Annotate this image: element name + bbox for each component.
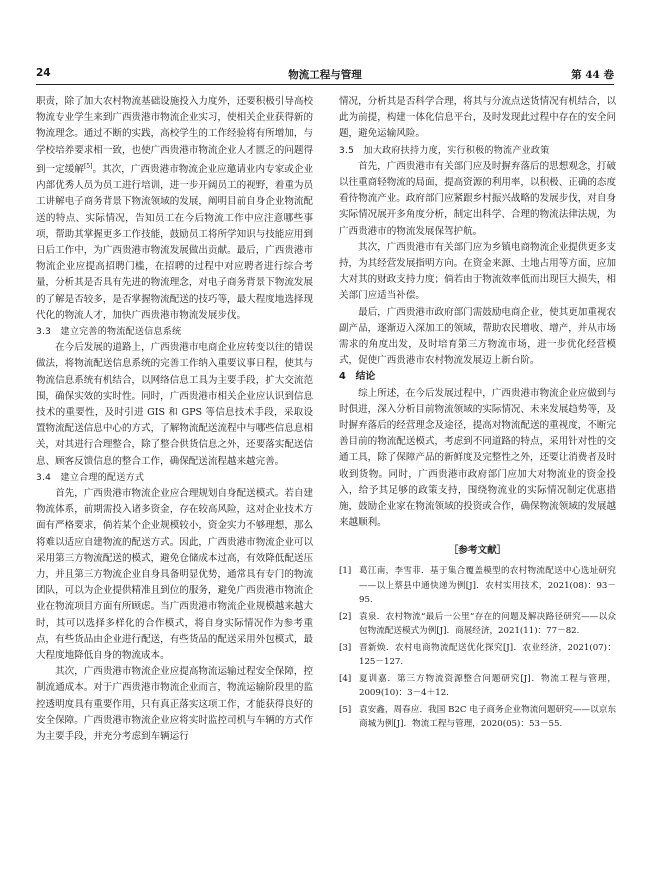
- section-heading-4: 4 结论: [339, 371, 376, 383]
- paragraph: 其次，广西贵港市有关部门应为乡镇电商物流企业提供更多支持，为其经营发展指明方向。在资金来源、土地占用等方面，应加大对其的财政支持力度；倘若由于物流效率低而出现巨大损失，相关部门应适当补偿。: [339, 241, 616, 302]
- reference-item: [2] 袁泉．农村物流“最后一公里”存在的问题及解决路径研究——以众包物流配送模式为例[J]．商展经济，2021(11)：77－82.: [339, 611, 616, 637]
- references-title: ［参考文献］: [448, 545, 507, 557]
- section-heading-3-3: 3.3 建立完善的物流配送信息系统: [36, 327, 182, 338]
- reference-item: [4] 夏训嘉．第三方物流资源整合问题研究[J]．物流工程与管理，2009(10)：3－4＋12.: [339, 673, 616, 699]
- page-number: 24: [36, 67, 51, 79]
- right-column: [339, 94, 616, 734]
- reference-list: [339, 564, 616, 732]
- reference-item: [1] 葛江南，李雪菲．基于集合覆盖模型的农村物流配送中心选址研究——以上蔡县中通快递为例[J]．农村实用技术，2021(08)：93－95.: [339, 566, 616, 606]
- paragraph: 首先，广西贵港市物流企业应合理规划自身配送模式。若自建物流体系，前期需投入诸多资金，存在较高风险，这对企业技术方面有严格要求，倘若某个企业规模较小，资金实力不够理想，那么将难以适应自建物流的配送方式。因此，广西贵港市物流企业可以采用第三方物流配送的模式，避免仓储成本过高，有效降低配送压力，并且第三方物流企业自身具备明显优势，通常具有专门的物流团队，可以为企业提供精准且到位的服务，避免广西贵港市物流企业在物流项目方面有所顾虑。当广西贵港市物流企业规模越来越大时，其可以选择多样化的合作模式，将自身实际情况作为参考重点，有些货品由企业进行配送，有些货品的配送采用外包模式，最大程度地降低自身的物流成本。: [36, 488, 313, 662]
- section-heading-3-5: 3.5 加大政府扶持力度，实行积极的物流产业政策: [339, 145, 550, 156]
- reference-item: [3] 晋新焕．农村电商物流配送优化探究[J]．农业经济，2021(07)：125－127.: [339, 642, 616, 668]
- volume-label: 第 44 卷: [571, 69, 614, 81]
- paragraph: 最后，广西贵港市政府部门需鼓励电商企业，使其更加重视农副产品，逐渐迈入深加工的领域，帮助农民增收、增产，并从市场需求的角度出发，及时培育第三方物流市场，进一步优化经营模式，促使广西贵港市农村物流发展迈上新台阶。: [339, 306, 616, 367]
- paragraph: 其次，广西贵港市物流企业应提高物流运输过程安全保障，控制流通成本。对于广西贵港市物流企业而言，物流运输阶段里的监控透明度具有重要作用，只有真正落实这项工作，才能获得良好的安全保障。广西贵港市物流企业应将实时监控司机与车辆的方式作为主要手段，并充分考虑到车辆运行: [36, 666, 313, 743]
- left-column: [36, 94, 313, 745]
- section-heading-3-4: 3.4 建立合理的配送方式: [36, 472, 145, 483]
- reference-item: [5] 袁安鑫，周春应．我国 B2C 电子商务企业物流问题研究——以京东商城为例[J]．物流工程与管理，2020(05)：53－55.: [339, 704, 616, 730]
- paragraph: 首先，广西贵港市有关部门应及时摒弃落后的思想观念，打破以往重商轻物流的局面，提高资源的利用率，以积极、正确的态度看待物流产业。政府部门应紧跟乡村振兴战略的发展步伐，对自身实际情况展开多角度分析，制定出科学、合理的物流法律法规，为广西贵港市的物流发展保驾护航。: [339, 160, 616, 237]
- paragraph: 在今后发展的道路上，广西贵港市电商企业应转变以往的错误做法，将物流配送信息系统的完善工作纳入重要议事日程，使其与物流信息系统有机结合，以网络信息工具为主要手段，扩大交流范围，确保实效的实时性。同时，广西贵港市相关企业应认识到信息技术的重要性，及时引进 GIS 和 GPS 等信息技术手段，采取设置物流配送信息中心的方式，了解物流配送流程中与哪些信息息相关，对其进行合理整合，除了整合供货信息之外，还要落实配送信息、顾客反馈信息的整合工作，确保配送流程越来越完善。: [36, 342, 313, 467]
- paragraph: 综上所述，在今后发展过程中，广西贵港市物流企业应做到与时俱进，深入分析目前物流领域的实际情况、未来发展趋势等，及时摒弃落后的经营理念及途径，提高对物流配送的重视度，不断完善目前的物流配送模式，考虑到不同道路的特点，采用针对性的交通工具，除了保障产品的新鲜度及完整性之外，还要让消费者及时收到货物。同时，广西贵港市政府部门应加大对物流业的资金投入，给予其足够的政策支持，围绕物流业的实际情况制定优惠措施，鼓励企业家在物流领域的投资或合作，确保物流领域的发展越来越顺利。: [339, 387, 616, 529]
- paragraph: 职责，除了加大农村物流基础设施投入力度外，还要积极引导高校物流专业学生来到广西贵港市物流企业实习，使相关企业获得新的物流理念。通过不断的实践，高校学生的工作经验将有所增加，与学校培养要求相一致，也使广西贵港市物流企业人才匮乏的问题得到一定缓解[5]。其次，广西贵港市物流企业应邀请业内专家或企业内部优秀人员为员工进行培训，进一步开阔员工的视野，着重为员工讲解电子商务背景下物流领域的发展，阐明目前自身企业物流配送的特点、实际情况，告知员工在今后物流工作中应注意哪些事项，帮助其掌握更多工作技能，鼓励员工将所学知识与技能应用到日后工作中，为广西贵港市物流发展做出贡献。最后，广西贵港市物流企业应提高招聘门槛，在招聘的过程中对应聘者进行综合考量，分析其是否具有先进的物流理念，对电子商务背景下物流发展的了解是否较多，是否掌握物流配送的技巧等，最大程度地选择现代化的物流人才，加快广西贵港市物流发展步伐。: [36, 96, 314, 321]
- citation-mark: [5]: [83, 162, 93, 170]
- paragraph: 情况，分析其是否科学合理，将其与分流点送货情况有机结合，以此为前提，构建一体化信息平台，及时发现此过程中存在的安全问题，避免运输风险。: [339, 96, 616, 140]
- page-header: [36, 66, 614, 85]
- journal-title: 物流工程与管理: [288, 69, 362, 81]
